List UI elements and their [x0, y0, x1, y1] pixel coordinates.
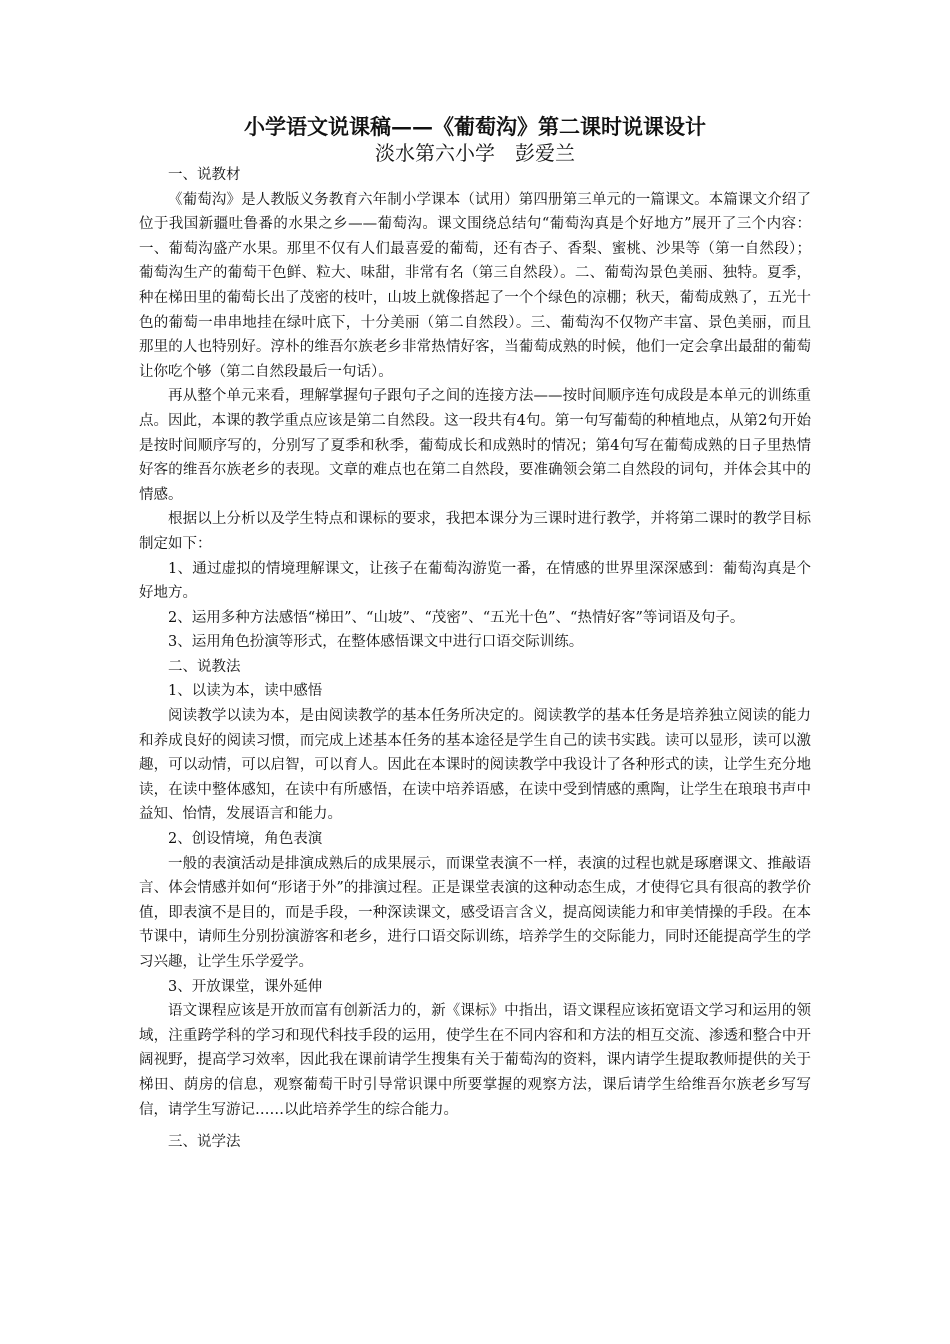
paragraph-method-1: 阅读教学以读为本，是由阅读教学的基本任务所决定的。阅读教学的基本任务是培养独立阅读的能力和养成良好的阅读习惯，而完成上述基本任务的基本途径是学生自己的读书实践。读可以显形，读可以激趣，可以动情，可以启智，可以育人。因此在本课时的阅读教学中我设计了各种形式的读，让学生充分地读，在读中整体感知，在读中有所感悟，在读中培养语感，在读中受到情感的熏陶，让学生在琅琅书声中益知、怡情，发展语言和能力。	[139, 708, 811, 823]
document-title: 小学语文说课稿——《葡萄沟》第二课时说课设计	[244, 114, 706, 139]
method-heading-3: 3、开放课堂，课外延伸	[168, 978, 323, 995]
paragraph-method-3: 语文课程应该是开放而富有创新活力的，新《课标》中指出，语文课程应该拓宽语文学习和运用的领域，注重跨学科的学习和现代科技手段的运用，使学生在不同内容和和方法的相互交流、渗透和整合中开阔视野，提高学习效率，因此我在课前请学生搜集有关于葡萄沟的资料，课内请学生提取教师提供的关于梯田、荫房的信息，观察葡萄干时引导常识课中所要掌握的观察方法，课后请学生给维吾尔族老乡写写信，请学生写游记……以此培养学生的综合能力。	[139, 1003, 811, 1118]
section-heading-textbook: 一、说教材	[168, 167, 241, 183]
section-heading-learning-method: 三、说学法	[168, 1134, 241, 1151]
paragraph-textbook-intro: 《葡萄沟》是人教版义务教育六年制小学课本（试用）第四册第三单元的一篇课文。本篇课文介绍了位于我国新疆吐鲁番的水果之乡——葡萄沟。课文围绕总结句“葡萄沟真是个好地方”展开了三个内容：一、葡萄沟盛产水果。那里不仅有人们最喜爱的葡萄，还有杏子、香梨、蜜桃、沙果等（第一自然段）；葡萄沟生产的葡萄干色鲜、粒大、味甜，非常有名（第三自然段）。二、葡萄沟景色美丽、独特。夏季，种在梯田里的葡萄长出了茂密的枝叶，山坡上就像搭起了一个个绿色的凉棚；秋天，葡萄成熟了，五光十色的葡萄一串串地挂在绿叶底下，十分美丽（第二自然段）。三、葡萄沟不仅物产丰富、景色美丽，而且那里的人也特别好。淳朴的维吾尔族老乡非常热情好客，当葡萄成熟的时候，他们一定会拿出最甜的葡萄让你吃个够（第二自然段最后一句话）。	[139, 191, 811, 380]
paragraph-method-2: 一般的表演活动是排演成熟后的成果展示，而课堂表演不一样，表演的过程也就是琢磨课文、推敲语言、体会情感并如何“形诸于外”的排演过程。正是课堂表演的这种动态生成，才使得它具有很高的教学价值，即表演不是目的，而是手段，一种深读课文，感受语言含义，提高阅读能力和审美情操的手段。在本节课中，请师生分别扮演游客和老乡，进行口语交际训练，培养学生的交际能力，同时还能提高学生的学习兴趣，让学生乐学爱学。	[139, 855, 811, 970]
paragraph-objectives-intro: 根据以上分析以及学生特点和课标的要求，我把本课分为三课时进行教学，并将第二课时的教学目标制定如下：	[139, 511, 811, 552]
method-heading-2: 2、创设情境，角色表演	[168, 831, 323, 848]
document-body	[139, 163, 811, 1155]
document-subtitle: 淡水第六小学 彭爱兰	[375, 141, 575, 165]
section-heading-teaching-method: 二、说教法	[168, 658, 241, 675]
objective-item-1: 1、通过虚拟的情境理解课文，让孩子在葡萄沟游览一番，在情感的世界里深深感到：葡萄沟真是个好地方。	[139, 560, 811, 602]
method-heading-1: 1、以读为本，读中感悟	[168, 683, 323, 700]
objective-item-3: 3、运用角色扮演等形式，在整体感悟课文中进行口语交际训练。	[168, 634, 584, 651]
objective-item-2: 2、运用多种方法感悟“梯田”、“山坡”、“茂密”、“五光十色”、“热情好客”等词语及句子。	[168, 609, 745, 626]
paragraph-unit-focus: 再从整个单元来看，理解掌握句子跟句子之间的连接方法——按时间顺序连句成段是本单元的训练重点。因此，本课的教学重点应该是第二自然段。这一段共有4句。第一句写葡萄的种植地点，从第2句开始是按时间顺序写的，分别写了夏季和秋季，葡萄成长和成熟时的情况；第4句写在葡萄成熟的日子里热情好客的维吾尔族老乡的表现。文章的难点也在第二自然段，要准确领会第二自然段的词句，并体会其中的情感。	[139, 388, 811, 503]
